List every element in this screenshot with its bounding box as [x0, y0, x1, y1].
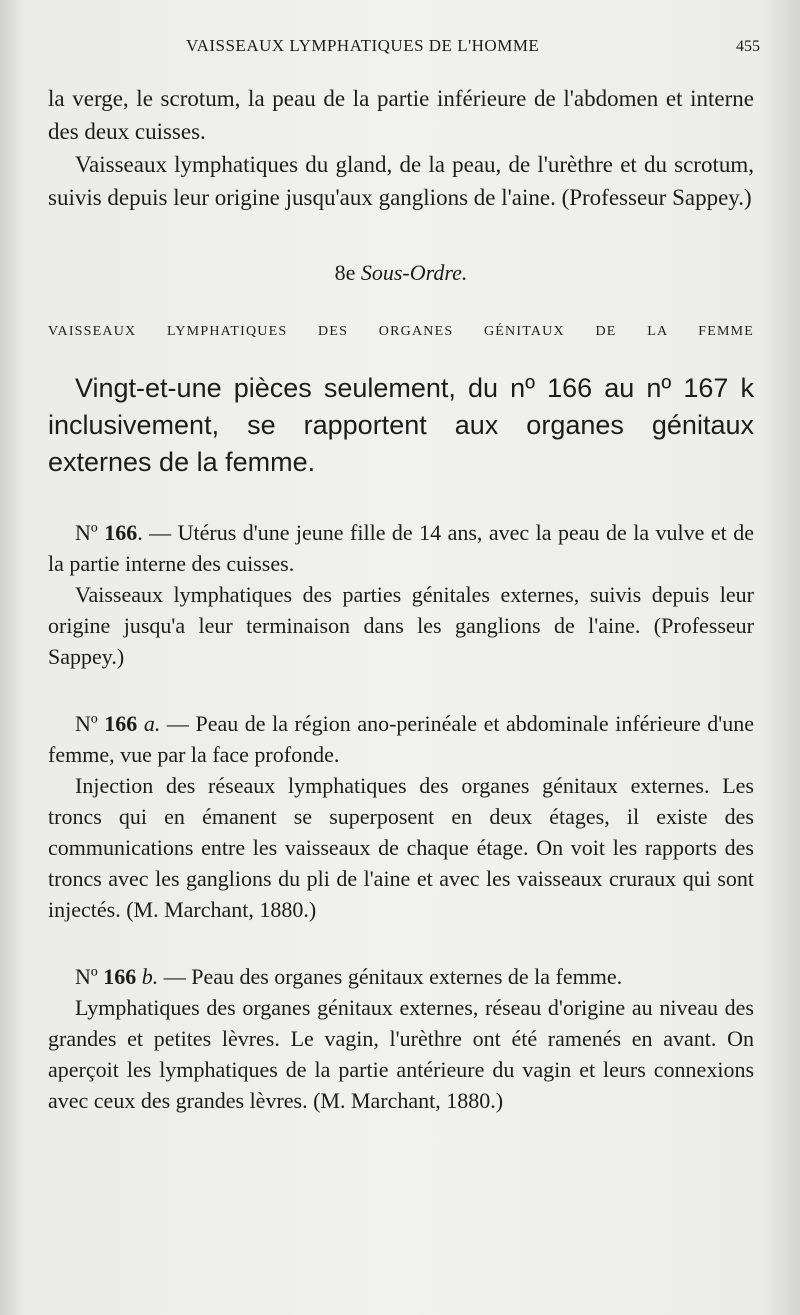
suborder-heading: [48, 260, 754, 286]
entry-number: 166: [103, 964, 137, 989]
entry-heading: [48, 708, 754, 770]
entry-number: 166: [104, 711, 138, 736]
entry-title: . — Utérus d'une jeune fille de 14 ans, avec la peau de la vulve et de la partie interne des cuisses.: [48, 520, 755, 576]
entry-body: Lymphatiques des organes génitaux externes, réseau d'origine au niveau des grandes et petites lèvres. Le vagin, l'urèthre ont été ramenés en avant. On aperçoit les lymphatiques de la partie antérieure du vagin et leurs connexions avec ceux des grandes lèvres. (M. Marchant, 1880.): [48, 995, 754, 1113]
intro-line-2: Vaisseaux lymphatiques du gland, de la peau, de l'urèthre et du scrotum, suivis depuis leur origine jusqu'aux ganglions de l'aine. (Professeur Sappey.): [48, 152, 754, 210]
page-number: 455: [736, 38, 760, 55]
entry-body: Vaisseaux lymphatiques des parties génitales externes, suivis depuis leur origine jusqu'a leur terminaison dans les ganglions de l'aine. (Professeur Sappey.): [48, 582, 754, 669]
running-title: VAISSEAUX LYMPHATIQUES DE L'HOMME: [186, 36, 540, 55]
entry-title: — Peau des organes génitaux externes de la femme.: [158, 964, 623, 989]
entry-num-prefix: Nº: [75, 711, 98, 736]
section-summary: Vingt-et-une pièces seulement, du nº 166 au nº 167 k inclusivement, se rapportent aux organes génitaux externes de la femme.: [48, 373, 754, 477]
catalog-entry: [48, 708, 754, 925]
running-header: [48, 30, 760, 64]
entry-heading: [48, 517, 754, 579]
catalog-entry: [48, 961, 754, 1116]
intro-line-1: la verge, le scrotum, la peau de la partie inférieure de l'abdomen et interne des deux cuisses.: [48, 86, 754, 144]
entry-body: Injection des réseaux lymphatiques des organes génitaux externes. Les troncs qui en émanent se superposent en deux étages, il existe des communications entre les vaisseaux de chaque étage. On voit les rapports des troncs avec les ganglions du pli de l'aine et avec les vaisseaux cruraux qui sont injectés. (M. Marchant, 1880.): [48, 773, 754, 922]
suborder-prefix: 8e: [334, 260, 356, 285]
entry-heading: [48, 961, 754, 992]
section-title: VAISSEAUX LYMPHATIQUES DES ORGANES GÉNITAUX DE LA FEMME: [48, 324, 754, 339]
entry-num-prefix: Nº: [75, 520, 98, 545]
suborder-label: Sous-Ordre.: [360, 260, 468, 285]
entry-letter: b.: [136, 964, 159, 989]
page-body: [48, 82, 754, 1116]
entry-title: — Peau de la région ano-perinéale et abdominale inférieure d'une femme, vue par la face profonde.: [48, 711, 754, 767]
entry-letter: a.: [137, 711, 161, 736]
catalog-entry: [48, 517, 754, 672]
entry-num-prefix: Nº: [75, 964, 98, 989]
entry-number: 166: [104, 520, 138, 545]
